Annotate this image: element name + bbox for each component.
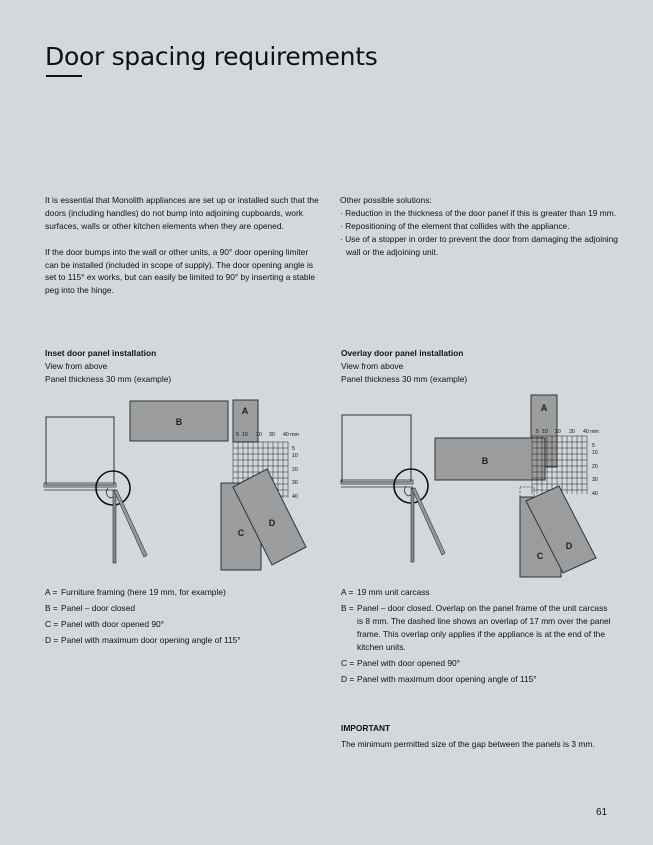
door-arm-90 [411,488,414,562]
inset-view: View from above [45,361,108,371]
scale-top-tick: 40 mm [583,429,599,435]
scale-side-tick: 40 [292,494,298,500]
label-c: C [536,551,544,561]
legend-key: C = [341,658,355,668]
legend-text: Panel with maximum door opening angle of 115° [61,635,241,645]
door-arm-115 [114,490,147,557]
legend-row [341,673,611,686]
solutions-heading: Other possible solutions: [340,195,432,205]
important-heading: IMPORTANT [341,723,391,733]
legend-text: Panel with maximum door opening angle of 115° [357,674,537,684]
inset-diagram [40,395,330,580]
label-d: D [565,541,573,551]
scale-top-tick: 40 mm [283,432,299,438]
inset-legend [45,586,325,650]
inset-heading: Inset door panel installation [45,348,157,358]
scale-top-tick: 10 [542,429,548,435]
scale-side-tick: 20 [592,464,598,470]
legend-key: A = [341,587,354,597]
intro-paragraph-2: If the door bumps into the wall or other units, a 90° door opening limiter can be installed (included in scope of supply). The door opening angle is set to 115° ex works, but can easily be limited to 90° by inserting a stable peg into the hinge. [45,246,316,296]
overlay-heading: Overlay door panel installation [341,348,464,358]
legend-text: Panel with door opened 90° [61,619,164,629]
label-a: A [241,406,249,416]
overlay-view: View from above [341,361,404,371]
legend-text: Furniture framing (here 19 mm, for example) [61,587,226,597]
scale-side-tick: 30 [592,477,598,483]
scale-side-tick: 10 [292,453,298,459]
scale-side [292,446,298,500]
legend-row [45,586,325,599]
panel-b [435,438,545,480]
scale-top-tick: 20 [555,429,561,435]
overlay-diagram [336,390,626,585]
scale-side-tick: 30 [292,480,298,486]
intro-paragraph-1: It is essential that Monolith appliances are set up or installed such that the doors (including handles) do not bump into adjoining cupboards, work surfaces, walls or other kitchen elements when they are opened. [45,195,319,231]
inset-caption [45,347,171,386]
scale-top-tick: 10 [242,432,248,438]
scale-side-tick: 40 [592,491,598,497]
scale-top-tick: 30 [269,432,275,438]
legend-key: A = [45,587,58,597]
inset-thickness: Panel thickness 30 mm (example) [45,374,172,384]
intro-left-column [45,194,320,297]
legend-row [341,602,611,654]
legend-row [341,586,611,599]
label-d: D [268,518,276,528]
solution-item: · Reduction in the thickness of the door panel if this is greater than 19 mm. [340,207,617,218]
legend-row [45,618,325,631]
page-title: Door spacing requirements [45,42,378,71]
title-underline [46,75,82,77]
legend-key: B = [45,603,58,613]
scale-side [592,443,598,497]
legend-text: 19 mm unit carcass [357,587,430,597]
appliance-outline [46,417,114,485]
overlay-thickness: Panel thickness 30 mm (example) [341,374,468,384]
label-c: C [237,528,245,538]
legend-row [45,634,325,647]
page-number: 61 [596,807,608,818]
legend-key: D = [45,635,59,645]
important-note [341,721,616,752]
label-b: B [175,417,183,427]
scale-top-tick: 5 [236,432,239,438]
scale-side-tick: 10 [592,450,598,456]
legend-row [341,657,611,670]
overlay-legend [341,586,611,689]
legend-row [45,602,325,615]
intro-right-column [340,194,620,259]
legend-key: C = [45,619,59,629]
scale-top [236,432,299,438]
legend-text: Panel – door closed. Overlap on the panel frame of the unit carcass is 8 mm. The dashed line shows an overlap of 17 mm over the panel frame. This overlap only applies if the appliance is at the end of the kitchen units. [357,603,611,652]
important-text: The minimum permitted size of the gap between the panels is 3 mm. [341,738,595,749]
scale-top [536,429,599,435]
overlay-caption [341,347,467,386]
scale-side-tick: 5 [292,446,295,452]
solution-item: · Repositioning of the element that collides with the appliance. [340,220,570,231]
door-arm-90 [113,490,116,563]
scale-side-tick: 20 [292,467,298,473]
legend-text: Panel with door opened 90° [357,658,460,668]
solution-item: · Use of a stopper in order to prevent the door from damaging the adjoining wall or the adjoining unit. [340,233,618,257]
legend-key: B = [341,603,354,613]
scale-side-tick: 5 [592,443,595,449]
scale-top-tick: 5 [536,429,539,435]
label-a: A [540,403,548,413]
legend-text: Panel – door closed [61,603,136,613]
scale-top-tick: 20 [256,432,262,438]
legend-key: D = [341,674,355,684]
door-arm-115 [412,488,445,555]
label-b: B [481,456,489,466]
scale-top-tick: 30 [569,429,575,435]
